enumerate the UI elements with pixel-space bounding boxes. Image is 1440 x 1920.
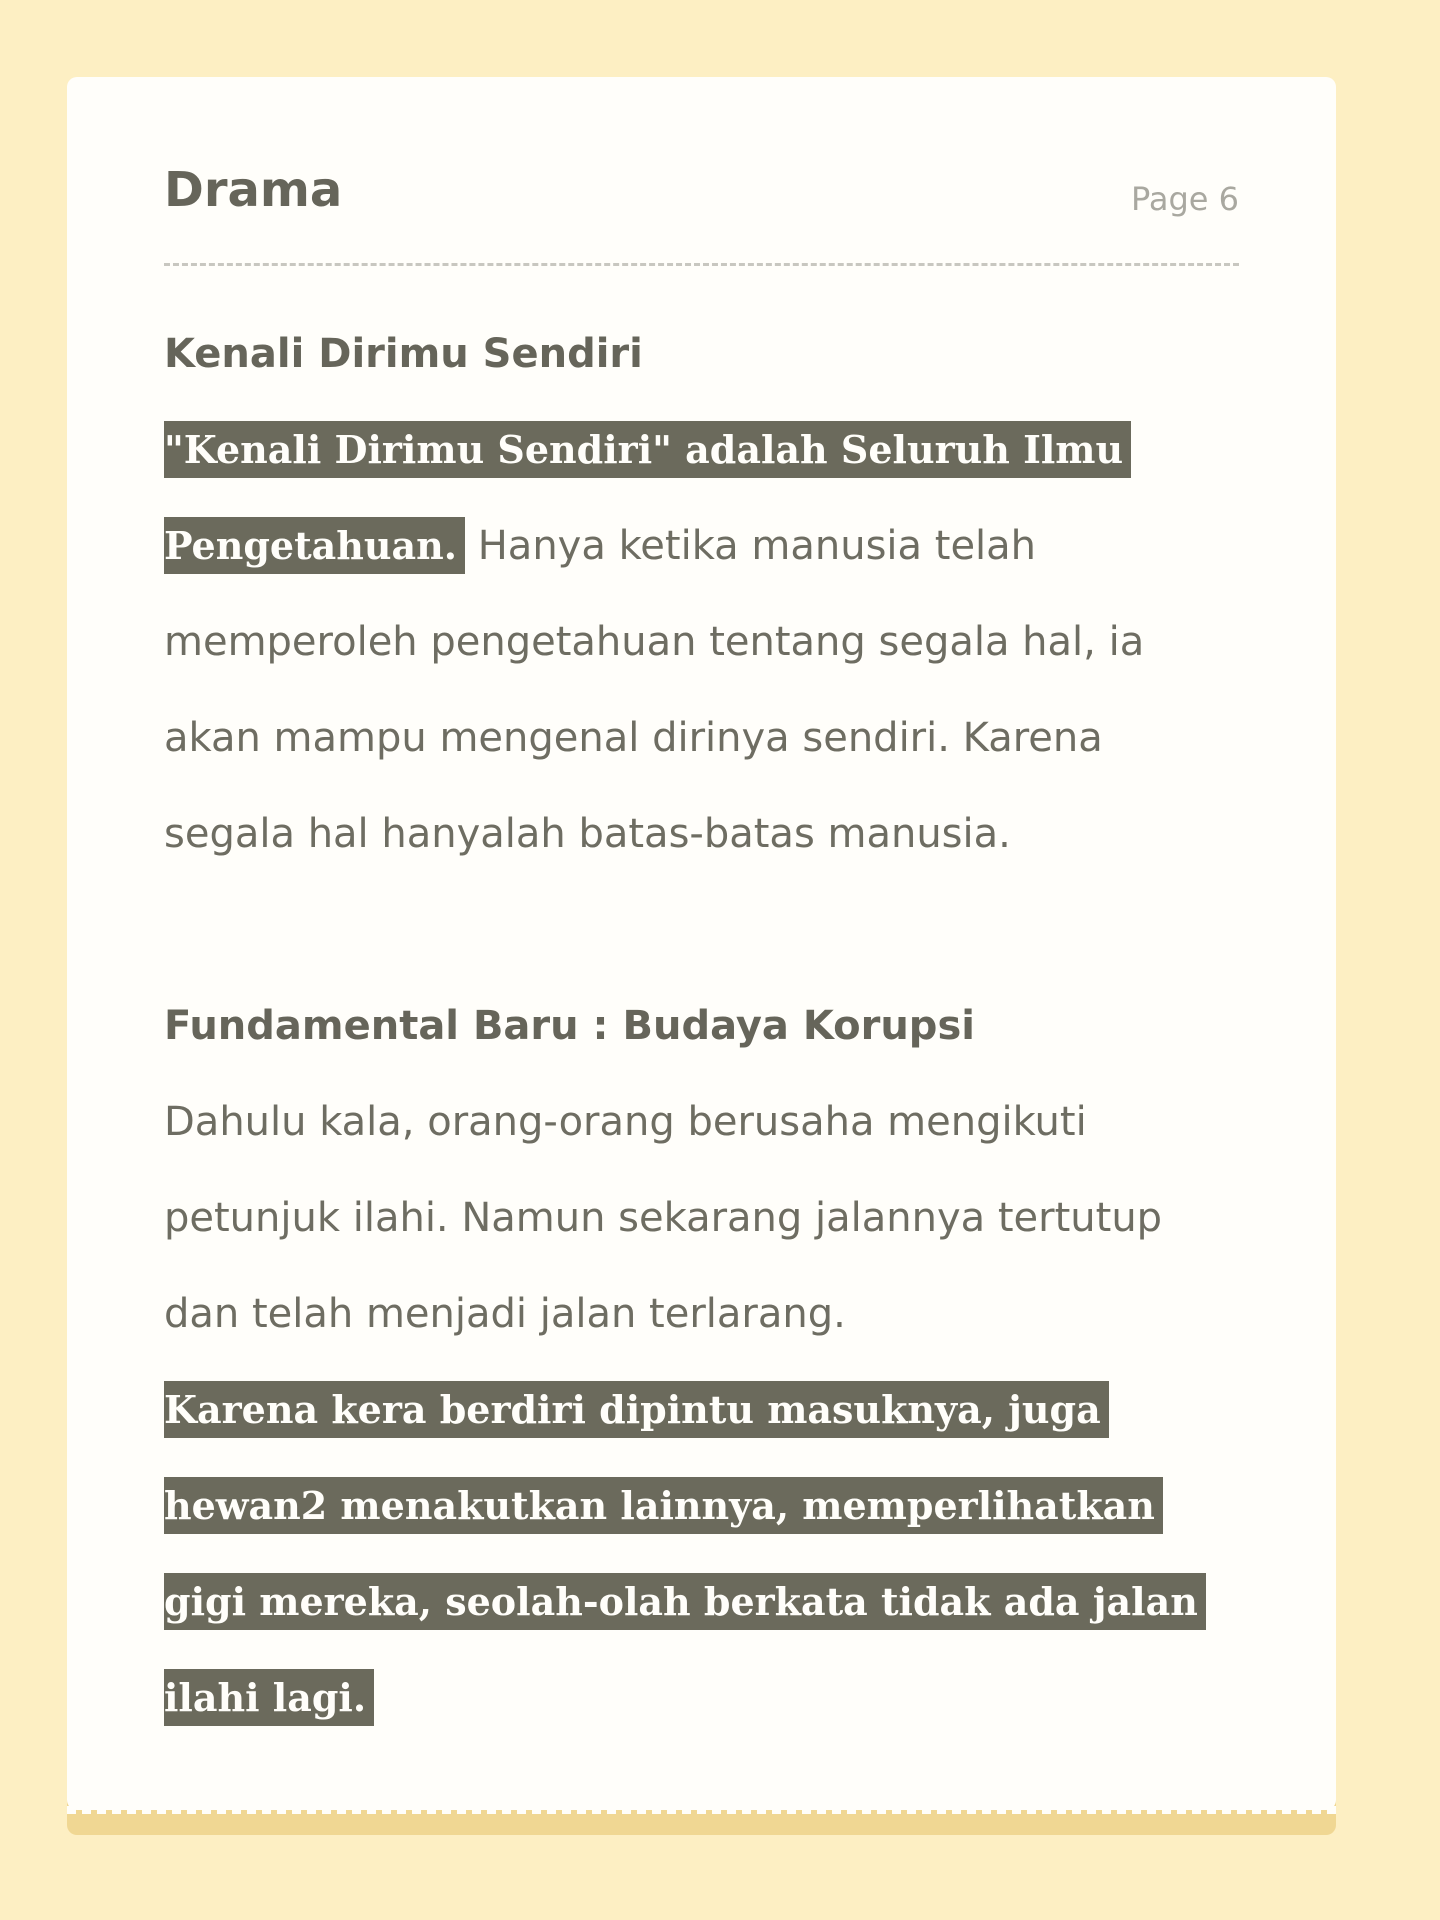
section-heading-fundamental: Fundamental Baru : Budaya Korupsi — [164, 1003, 975, 1049]
section-body-fundamental — [164, 1074, 1239, 1362]
page-number: Page 6 — [1131, 180, 1239, 218]
note-card — [67, 77, 1336, 1810]
highlighted-text[interactable]: Karena kera berdiri dipintu masuknya, juga hewan2 menakutkan lainnya, memperlihatkan gigi mereka, seolah-olah berkata tidak ada jalan ilahi lagi. — [164, 1381, 1206, 1726]
section-heading-kenali: Kenali Dirimu Sendiri — [164, 331, 643, 377]
highlighted-text[interactable]: "Kenali Dirimu Sendiri" adalah Seluruh Ilmu Pengetahuan. — [164, 421, 1131, 574]
section-highlight-fundamental — [164, 1362, 1239, 1746]
section-body-kenali — [164, 402, 1239, 882]
body-text: Hanya ketika manusia telah memperoleh pengetahuan tentang segala hal, ia akan mampu mengenal dirinya sendiri. Karena segala hal hanyalah batas-batas manusia. — [164, 523, 1145, 857]
body-text: Dahulu kala, orang-orang berusaha mengikuti petunjuk ilahi. Namun sekarang jalannya tertutup dan telah menjadi jalan terlarang. — [164, 1099, 1163, 1337]
header-divider — [164, 263, 1239, 266]
card-header — [164, 155, 1239, 225]
card-bottom-edge — [67, 1806, 1336, 1814]
page-title: Drama — [164, 162, 343, 218]
